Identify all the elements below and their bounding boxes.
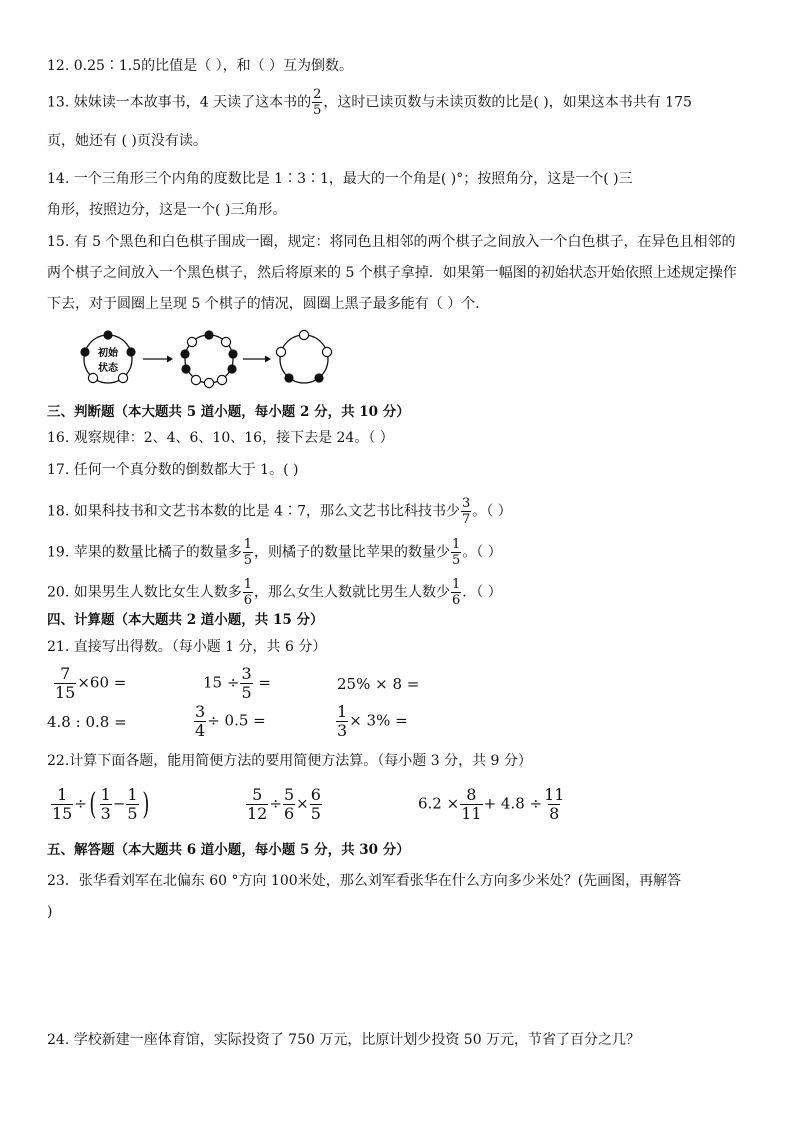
black-piece [80,347,89,356]
fraction: $\frac{1}{6}$ [243,577,252,608]
question-21-title: 21. 直接写出得数。（每小题 1 分，共 6 分） [47,639,327,655]
question-15-line-1: 15. 有 5 个黑色和白色棋子围成一圈，规定：将同色且相邻的两个棋子之间放入一个白色棋子，在异色且相邻的 [47,234,736,250]
fig-label-2: 状态 [98,363,118,374]
fraction: $\frac{3}{7}$ [461,496,471,527]
expr-21-3: 25% × 8 = [337,675,420,693]
black-piece [103,330,112,339]
question-15-line-2: 两个棋子之间放入一个黑色棋子，然后将原来的 5 个棋子拿掉．如果第一幅图的初始状态开始依照上述规定操作 [47,265,737,281]
expr-22-2: $\frac{5}{12}$ ÷ $\frac{5}{6}$ × $\frac{6}{5}$ [247,785,321,823]
question-15-line-3: 下去，对于圆圈上呈现 5 个棋子的情况，圆圈上黑子最多能有（ ）个． [47,296,490,312]
fig-label-1: 初始 [98,348,118,359]
white-piece [191,375,200,384]
section-4-title: 四、计算题（本大题共 2 道小题，共 15 分） [47,612,324,628]
black-piece [227,364,236,373]
white-piece [187,337,196,346]
white-piece [276,347,285,356]
fraction: $\frac{1}{6}$ [452,577,461,608]
white-piece [299,330,308,339]
question-14-line-1: 14. 一个三角形三个内角的度数比是 1∶3∶1，最大的一个角是( )°；按照角分，这是一个( )三 [47,171,633,187]
fraction: $\frac{1}{5}$ [452,537,461,568]
expr-21-6: $\frac{1}{3}$ × 3% = [337,702,408,740]
black-piece [228,349,237,358]
question-19: 19. 苹果的数量比橘子的数量多 $\frac{1}{5}$ ，则橘子的数量比苹果的数量少 $\frac{1}{5}$ 。（ ） [47,537,502,568]
question-12: 12. 0.25∶1.5的比值是（ ），和（ ）互为倒数。 [47,58,354,74]
white-piece [204,378,213,387]
expr-21-2: 15 ÷ $\frac{3}{5}$ = [203,664,271,702]
chess-circle-figure [75,327,345,391]
question-16: 16. 观察规律：2、4、6、10、16，接下去是 24。（ ） [47,430,394,446]
question-23-line-2: ) [47,904,53,920]
white-piece [118,373,127,382]
expr-21-4: 4.8 : 0.8 = [47,713,127,731]
white-piece [88,373,97,382]
white-piece [217,375,226,384]
question-13-text-b: ，这时已读页数与未读页数的比是( )，如果这本书共有 175 [323,94,692,111]
black-piece [180,349,189,358]
arrow-icon [265,356,271,363]
question-13-text-a: 13. 妹妹读一本故事书，4 天读了这本书的 [47,94,312,111]
black-piece [181,364,190,373]
arrow-icon [167,356,173,363]
expr-22-1: $\frac{1}{15}$ ÷( $\frac{1}{3}$ − $\frac{1}{5}$ ) [52,785,149,823]
black-piece [126,347,135,356]
expr-22-3: 6.2 × $\frac{8}{11}$ + 4.8 ÷ $\frac{11}{8}$ [418,785,565,823]
question-23-line-1: 23．张华看刘军在北偏东 60 °方向 100米处，那么刘军看张华在什么方向多少米处？(先画图，再解答 [47,873,682,889]
question-18: 18. 如果科技书和文艺书本数的比是 4∶7，那么文艺书比科技书少 $\frac{3}{7}$ 。（ ） [47,496,512,527]
black-piece [204,330,213,339]
black-piece [314,373,323,382]
fraction: $\frac{1}{5}$ [243,537,252,568]
question-17: 17. 任何一个真分数的倒数都大于 1。( ) [47,462,299,478]
question-22-title: 22.计算下面各题，能用简便方法的要用简便方法算。（每小题 3 分，共 9 分） [47,753,532,769]
question-13-line-1 [47,88,692,117]
fraction: $\frac{2}{5}$ [313,87,322,118]
question-13-line-2: 页，她还有 ( )页没有读。 [47,133,207,149]
question-14-line-2: 角形，按照边分，这是一个( )三角形。 [47,202,287,218]
question-24: 24. 学校新建一座体育馆，实际投资了 750 万元，比原计划少投资 50 万元，节省了百分之几？ [47,1032,641,1048]
white-piece [322,347,331,356]
white-piece [221,337,230,346]
section-5-title: 五、解答题（本大题共 6 道小题，每小题 5 分，共 30 分） [47,842,410,858]
black-piece [284,373,293,382]
section-3-title: 三、判断题（本大题共 5 道小题，每小题 2 分，共 10 分） [47,404,410,420]
question-20: 20. 如果男生人数比女生人数多 $\frac{1}{6}$ ，那么女生人数就比男生人数少 $\frac{1}{6}$ ．（ ） [47,577,502,608]
expr-21-5: $\frac{3}{4}$ ÷ 0.5 = [195,702,266,740]
expr-21-1: $\frac{7}{15}$ ×60 = [55,664,127,702]
